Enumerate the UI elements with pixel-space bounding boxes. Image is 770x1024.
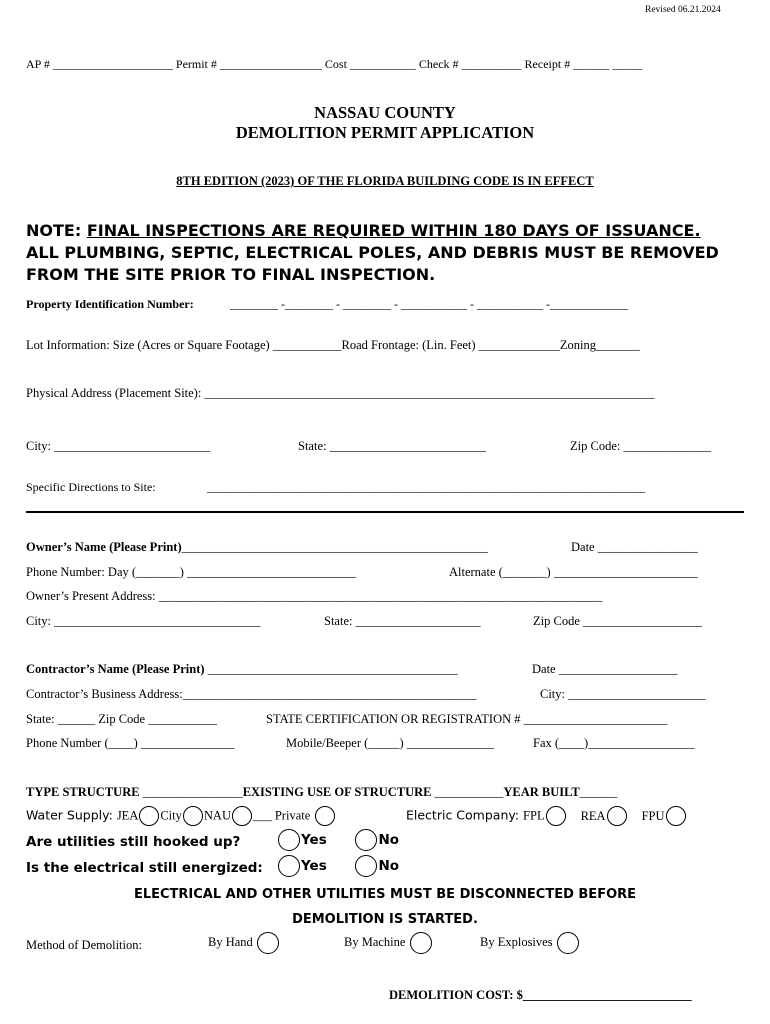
disconnect-warning-2: DEMOLITION IS STARTED. [292, 912, 478, 927]
year-built-field[interactable]: ______ [579, 785, 618, 799]
utilities-yes-radio[interactable] [278, 829, 300, 851]
type-structure-field[interactable]: ________________ [142, 785, 243, 799]
fpu-radio[interactable] [666, 806, 686, 826]
nau-radio[interactable] [232, 806, 252, 826]
office-use-line: AP # ____________________ Permit # _________________ Cost ___________ Check # __________ Receipt # ______ _____ [26, 57, 643, 71]
note-inspection-deadline: FINAL INSPECTIONS ARE REQUIRED WITHIN 180 DAYS OF ISSUANCE. [86, 221, 701, 240]
electrical-yes-radio[interactable] [278, 855, 300, 877]
electric-company-label: Electric Company: [406, 807, 520, 823]
certification-field[interactable]: STATE CERTIFICATION OR REGISTRATION # _______________________ [266, 712, 668, 726]
contractor-date-field[interactable]: Date ___________________ [532, 662, 678, 676]
structure-row [26, 785, 617, 800]
method-explosives-row [480, 932, 580, 954]
city-water-label: City [160, 808, 182, 823]
section-divider [26, 511, 744, 513]
electric-company-row [406, 806, 687, 826]
owner-name-field[interactable]: _________________________________________________ [181, 540, 488, 554]
owner-name-row [26, 540, 488, 555]
site-state-field[interactable]: State: _________________________ [298, 439, 486, 453]
electrical-yes-label: Yes [301, 858, 327, 874]
existing-use-field[interactable]: ___________ [434, 785, 504, 799]
type-structure-label: TYPE STRUCTURE [26, 785, 140, 799]
method-label: Method of Demolition: [26, 938, 142, 952]
note-line-2: ALL PLUMBING, SEPTIC, ELECTRICAL POLES, AND DEBRIS MUST BE REMOVED [26, 243, 719, 262]
water-supply-label: Water Supply: [26, 807, 113, 823]
by-hand-radio[interactable] [257, 932, 279, 954]
site-city-field[interactable]: City: _________________________ [26, 439, 211, 453]
contractor-city-field[interactable]: City: ______________________ [540, 687, 706, 701]
contractor-name-field[interactable]: ________________________________________ [207, 662, 458, 676]
private-water-radio[interactable] [315, 806, 335, 826]
q-utilities-hooked: Are utilities still hooked up? [26, 834, 241, 850]
by-explosives-radio[interactable] [557, 932, 579, 954]
pin-label: Property Identification Number: [26, 297, 194, 311]
owner-state-field[interactable]: State: ____________________ [324, 614, 481, 628]
rea-radio[interactable] [607, 806, 627, 826]
pin-field[interactable]: ________ -________ - ________ - ___________ - ___________ -_____________ [230, 297, 628, 311]
directions-label: Specific Directions to Site: [26, 480, 156, 494]
note-label: NOTE: [26, 221, 87, 240]
owner-name-label: Owner’s Name (Please Print) [26, 540, 182, 554]
method-machine-row [344, 932, 433, 954]
utilities-answer-row [277, 829, 399, 851]
note-line-1 [26, 221, 701, 240]
utilities-no-label: No [378, 832, 400, 848]
existing-use-label: EXISTING USE OF STRUCTURE [242, 785, 432, 799]
contractor-state-zip-field[interactable]: State: ______ Zip Code ___________ [26, 712, 217, 726]
nau-label: NAU [203, 808, 231, 823]
revised-date: Revised 06.21.2024 [645, 5, 721, 15]
contractor-address-field[interactable]: Contractor’s Business Address:_______________________________________________ [26, 687, 477, 701]
by-hand-label: By Hand [208, 934, 253, 949]
electrical-no-label: No [378, 858, 400, 874]
private-water-label: ___ Private [252, 808, 311, 823]
demolition-cost-field[interactable]: DEMOLITION COST: $___________________________ [389, 988, 692, 1002]
directions-field[interactable]: _________________________________________________________________________ [207, 480, 645, 494]
contractor-fax-field[interactable]: Fax (____)_________________ [533, 736, 695, 750]
lot-info-field[interactable]: Lot Information: Size (Acres or Square Footage) ___________Road Frontage: (Lin. Feet) _____________Zoning_______ [26, 338, 640, 352]
water-supply-row [26, 806, 336, 826]
by-explosives-label: By Explosives [480, 934, 553, 949]
by-machine-label: By Machine [344, 934, 406, 949]
utilities-yes-label: Yes [301, 832, 327, 848]
jea-radio[interactable] [139, 806, 159, 826]
utilities-no-radio[interactable] [355, 829, 377, 851]
fpl-label: FPL [523, 808, 545, 823]
fpu-label: FPU [641, 808, 665, 823]
electrical-answer-row [277, 855, 399, 877]
contractor-mobile-field[interactable]: Mobile/Beeper (_____) ______________ [286, 736, 495, 750]
owner-alternate-phone-field[interactable]: Alternate (_______) _______________________ [449, 565, 698, 579]
year-built-label: YEAR BUILT [503, 785, 580, 799]
site-zip-field[interactable]: Zip Code: ______________ [570, 439, 711, 453]
jea-label: JEA [116, 808, 139, 823]
city-water-radio[interactable] [183, 806, 203, 826]
disconnect-warning-1: ELECTRICAL AND OTHER UTILITIES MUST BE DISCONNECTED BEFORE [133, 887, 637, 902]
by-machine-radio[interactable] [410, 932, 432, 954]
owner-phone-field[interactable]: Phone Number: Day (_______) ___________________________ [26, 565, 356, 579]
physical-address-field[interactable]: Physical Address (Placement Site): ________________________________________________________________________ [26, 386, 655, 400]
owner-city-field[interactable]: City: _________________________________ [26, 614, 261, 628]
owner-zip-field[interactable]: Zip Code ___________________ [533, 614, 702, 628]
contractor-name-label: Contractor’s Name (Please Print) [26, 662, 205, 676]
code-notice: 8TH EDITION (2023) OF THE FLORIDA BUILDING CODE IS IN EFFECT [176, 174, 594, 188]
owner-date-field[interactable]: Date ________________ [571, 540, 698, 554]
county-title: NASSAU COUNTY [314, 103, 456, 122]
method-hand-row [208, 932, 280, 954]
form-title: DEMOLITION PERMIT APPLICATION [235, 123, 535, 142]
contractor-phone-field[interactable]: Phone Number (____) _______________ [26, 736, 235, 750]
rea-label: REA [580, 808, 606, 823]
owner-address-field[interactable]: Owner’s Present Address: _______________________________________________________________________ [26, 589, 603, 603]
note-line-3: FROM THE SITE PRIOR TO FINAL INSPECTION. [26, 265, 436, 284]
contractor-name-row [26, 662, 458, 677]
fpl-radio[interactable] [546, 806, 566, 826]
electrical-no-radio[interactable] [355, 855, 377, 877]
q-electrical-energized: Is the electrical still energized: [26, 860, 263, 876]
